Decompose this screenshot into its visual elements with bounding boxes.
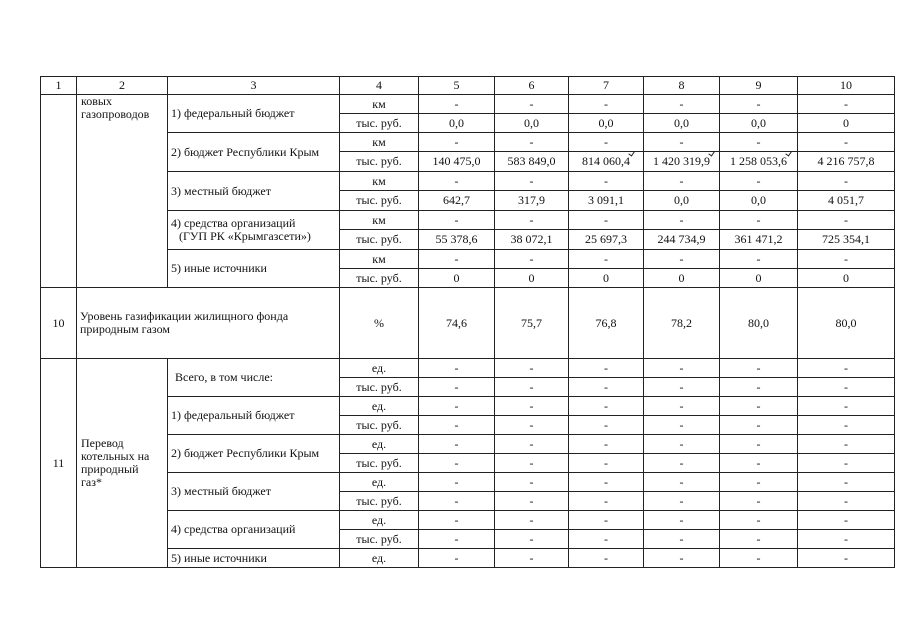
value-cell: - [644, 359, 720, 378]
unit-cell: ед. [340, 397, 419, 416]
value-cell: 3 091,1 [569, 191, 644, 211]
value-cell: 75,7 [495, 288, 569, 359]
value-cell: - [644, 473, 720, 492]
value-cell: 4 216 757,8 [798, 152, 895, 172]
value-cell: - [419, 454, 495, 473]
value-cell: - [569, 172, 644, 191]
value-cell: 0,0 [720, 114, 798, 133]
col-header-1: 1 [41, 77, 77, 95]
value-cell: - [798, 492, 895, 511]
value-cell: - [569, 95, 644, 114]
value-cell: - [720, 511, 798, 530]
value-cell: - [798, 530, 895, 549]
value-cell: - [644, 454, 720, 473]
col-header-7: 7 [569, 77, 644, 95]
value-cell: - [569, 359, 644, 378]
table-row [41, 211, 895, 230]
value-cell: 4 051,7 [798, 191, 895, 211]
value-cell: - [720, 549, 798, 568]
value-cell: - [644, 530, 720, 549]
value-cell: - [495, 416, 569, 435]
table-row [41, 359, 895, 378]
source-name: 4) средства организаций [168, 511, 340, 549]
value-cell: 0 [720, 269, 798, 288]
section-label-line: ковых [81, 94, 112, 108]
value-cell: - [720, 250, 798, 269]
value-cell: 0 [569, 269, 644, 288]
unit-cell: тыс. руб. [340, 454, 419, 473]
value-cell: - [720, 416, 798, 435]
value-cell: 74,6 [419, 288, 495, 359]
value-cell: - [798, 95, 895, 114]
value-cell: - [644, 435, 720, 454]
source-name-line: (ГУП РК «Крымгазсети») [179, 229, 311, 243]
unit-cell: тыс. руб. [340, 416, 419, 435]
unit-cell: тыс. руб. [340, 530, 419, 549]
source-name: Всего, в том числе: [168, 359, 340, 397]
unit-cell: ед. [340, 473, 419, 492]
value-cell: - [644, 492, 720, 511]
col-header-9: 9 [720, 77, 798, 95]
value-cell: - [644, 211, 720, 230]
checkmark-annotation: 1 258 053,6 [730, 154, 787, 168]
table-row [41, 288, 895, 359]
col-header-5: 5 [419, 77, 495, 95]
row-number-cell [41, 95, 77, 288]
value-cell: - [720, 172, 798, 191]
value-cell: - [495, 549, 569, 568]
source-name-line: 4) средства организаций [171, 216, 296, 230]
value-cell: - [495, 530, 569, 549]
value-cell: 0,0 [495, 114, 569, 133]
value-cell [720, 152, 798, 172]
value-cell: - [569, 511, 644, 530]
value-cell: 583 849,0 [495, 152, 569, 172]
value-cell: - [798, 133, 895, 152]
source-name: 3) местный бюджет [168, 172, 340, 211]
value-cell: - [569, 454, 644, 473]
column-number-row [41, 77, 895, 95]
unit-cell: км [340, 211, 419, 230]
value-cell: - [644, 172, 720, 191]
value-cell: 0,0 [720, 191, 798, 211]
value-cell: - [495, 133, 569, 152]
row-number-cell: 11 [41, 359, 77, 568]
value-cell: - [720, 359, 798, 378]
table-row [41, 95, 895, 114]
value-cell: 0 [419, 269, 495, 288]
value-cell: - [720, 492, 798, 511]
unit-cell: тыс. руб. [340, 152, 419, 172]
unit-cell: тыс. руб. [340, 492, 419, 511]
checkmark-annotation: 814 060,4 [582, 154, 630, 168]
value-cell: - [569, 211, 644, 230]
value-cell: 361 471,2 [720, 230, 798, 250]
value-cell: - [569, 397, 644, 416]
value-cell: - [569, 378, 644, 397]
value-cell: - [569, 473, 644, 492]
value-cell: - [569, 133, 644, 152]
value-cell: - [798, 211, 895, 230]
indicator-label-line: Уровень газификации жилищного фонда [80, 309, 289, 323]
value-cell: 25 697,3 [569, 230, 644, 250]
value-cell: - [798, 454, 895, 473]
indicator-label-line: природным газом [80, 322, 170, 336]
value-cell: - [644, 549, 720, 568]
source-name: 1) федеральный бюджет [168, 95, 340, 133]
table-row [41, 397, 895, 416]
indicator-label [77, 288, 340, 359]
table-row [41, 250, 895, 269]
value-cell: 0,0 [644, 191, 720, 211]
col-header-8: 8 [644, 77, 720, 95]
unit-cell: км [340, 250, 419, 269]
value-cell: - [798, 473, 895, 492]
value-cell: - [798, 435, 895, 454]
table-row [41, 172, 895, 191]
indicator-label-line: газ* [81, 475, 102, 489]
value-cell: - [419, 250, 495, 269]
value-cell: - [644, 511, 720, 530]
funding-table [40, 76, 895, 568]
value-cell: - [644, 416, 720, 435]
value-cell: - [495, 378, 569, 397]
unit-cell: тыс. руб. [340, 378, 419, 397]
col-header-10: 10 [798, 77, 895, 95]
value-cell: - [798, 359, 895, 378]
col-header-6: 6 [495, 77, 569, 95]
col-header-2: 2 [77, 77, 168, 95]
value-cell: - [644, 378, 720, 397]
col-header-3: 3 [168, 77, 340, 95]
indicator-label-line: Перевод [81, 436, 124, 450]
value-cell: - [569, 435, 644, 454]
value-cell: - [419, 511, 495, 530]
value-cell: 78,2 [644, 288, 720, 359]
value-cell: 76,8 [569, 288, 644, 359]
unit-cell: км [340, 95, 419, 114]
value-cell: - [419, 172, 495, 191]
value-cell: 244 734,9 [644, 230, 720, 250]
value-cell: 0,0 [419, 114, 495, 133]
value-cell: - [798, 549, 895, 568]
value-cell: - [798, 397, 895, 416]
value-cell: - [495, 454, 569, 473]
value-cell: - [798, 416, 895, 435]
checkmark-annotation: 1 420 319,9 [653, 154, 710, 168]
unit-cell: ед. [340, 511, 419, 530]
value-cell: - [720, 454, 798, 473]
source-name: 5) иные источники [168, 250, 340, 288]
value-cell: - [644, 95, 720, 114]
value-cell: 0,0 [569, 114, 644, 133]
value-cell: - [419, 473, 495, 492]
value-cell: - [419, 211, 495, 230]
value-cell: 0 [798, 114, 895, 133]
value-cell: 0,0 [644, 114, 720, 133]
source-name: 5) иные источники [168, 549, 340, 568]
value-cell: 642,7 [419, 191, 495, 211]
section-label-line: газопроводов [81, 107, 150, 121]
value-cell: 80,0 [720, 288, 798, 359]
value-cell: - [419, 549, 495, 568]
table-row [41, 133, 895, 152]
unit-cell: ед. [340, 359, 419, 378]
value-cell: - [495, 359, 569, 378]
value-cell: 55 378,6 [419, 230, 495, 250]
value-cell [569, 152, 644, 172]
unit-cell: ед. [340, 435, 419, 454]
table-row [41, 473, 895, 492]
indicator-label-line: котельных на [81, 449, 150, 463]
value-cell: 140 475,0 [419, 152, 495, 172]
unit-cell: тыс. руб. [340, 230, 419, 250]
table-row [41, 511, 895, 530]
value-cell: - [495, 435, 569, 454]
value-cell: - [419, 397, 495, 416]
value-cell: 80,0 [798, 288, 895, 359]
value-cell: - [569, 549, 644, 568]
value-cell: - [569, 416, 644, 435]
unit-cell: % [340, 288, 419, 359]
value-cell: - [720, 133, 798, 152]
unit-cell: км [340, 133, 419, 152]
unit-cell: ед. [340, 549, 419, 568]
section-label [77, 95, 168, 288]
value-cell: - [569, 492, 644, 511]
value-cell: - [495, 95, 569, 114]
value-cell: - [419, 378, 495, 397]
value-cell: 0 [798, 269, 895, 288]
value-cell: - [419, 492, 495, 511]
value-cell: - [419, 435, 495, 454]
value-cell: - [419, 133, 495, 152]
value-cell: - [644, 133, 720, 152]
value-cell: 0 [644, 269, 720, 288]
value-cell: - [495, 473, 569, 492]
value-cell: 38 072,1 [495, 230, 569, 250]
value-cell: - [798, 172, 895, 191]
value-cell: - [419, 416, 495, 435]
value-cell: - [419, 95, 495, 114]
value-cell: - [798, 250, 895, 269]
value-cell: - [798, 378, 895, 397]
value-cell: - [495, 492, 569, 511]
source-name: 2) бюджет Республики Крым [168, 133, 340, 172]
value-cell: - [644, 397, 720, 416]
table-row [41, 435, 895, 454]
source-name: 1) федеральный бюджет [168, 397, 340, 435]
value-cell: - [419, 530, 495, 549]
value-cell: - [495, 511, 569, 530]
col-header-4: 4 [340, 77, 419, 95]
indicator-label [77, 359, 168, 568]
value-cell: 317,9 [495, 191, 569, 211]
value-cell [644, 152, 720, 172]
value-cell: - [495, 172, 569, 191]
row-number-cell: 10 [41, 288, 77, 359]
value-cell: 0 [495, 269, 569, 288]
value-cell: - [569, 250, 644, 269]
value-cell: - [720, 397, 798, 416]
value-cell: - [495, 211, 569, 230]
value-cell: - [720, 435, 798, 454]
source-name [168, 211, 340, 250]
unit-cell: тыс. руб. [340, 114, 419, 133]
value-cell: - [720, 530, 798, 549]
value-cell: - [798, 511, 895, 530]
source-name: 2) бюджет Республики Крым [168, 435, 340, 473]
value-cell: - [419, 359, 495, 378]
value-cell: - [495, 397, 569, 416]
unit-cell: тыс. руб. [340, 269, 419, 288]
value-cell: - [720, 378, 798, 397]
value-cell: - [644, 250, 720, 269]
value-cell: - [720, 95, 798, 114]
value-cell: - [569, 530, 644, 549]
value-cell: - [720, 473, 798, 492]
value-cell: - [495, 250, 569, 269]
table-row [41, 549, 895, 568]
source-name: 3) местный бюджет [168, 473, 340, 511]
indicator-label-line: природный [81, 462, 139, 476]
value-cell: - [720, 211, 798, 230]
unit-cell: тыс. руб. [340, 191, 419, 211]
unit-cell: км [340, 172, 419, 191]
value-cell: 725 354,1 [798, 230, 895, 250]
